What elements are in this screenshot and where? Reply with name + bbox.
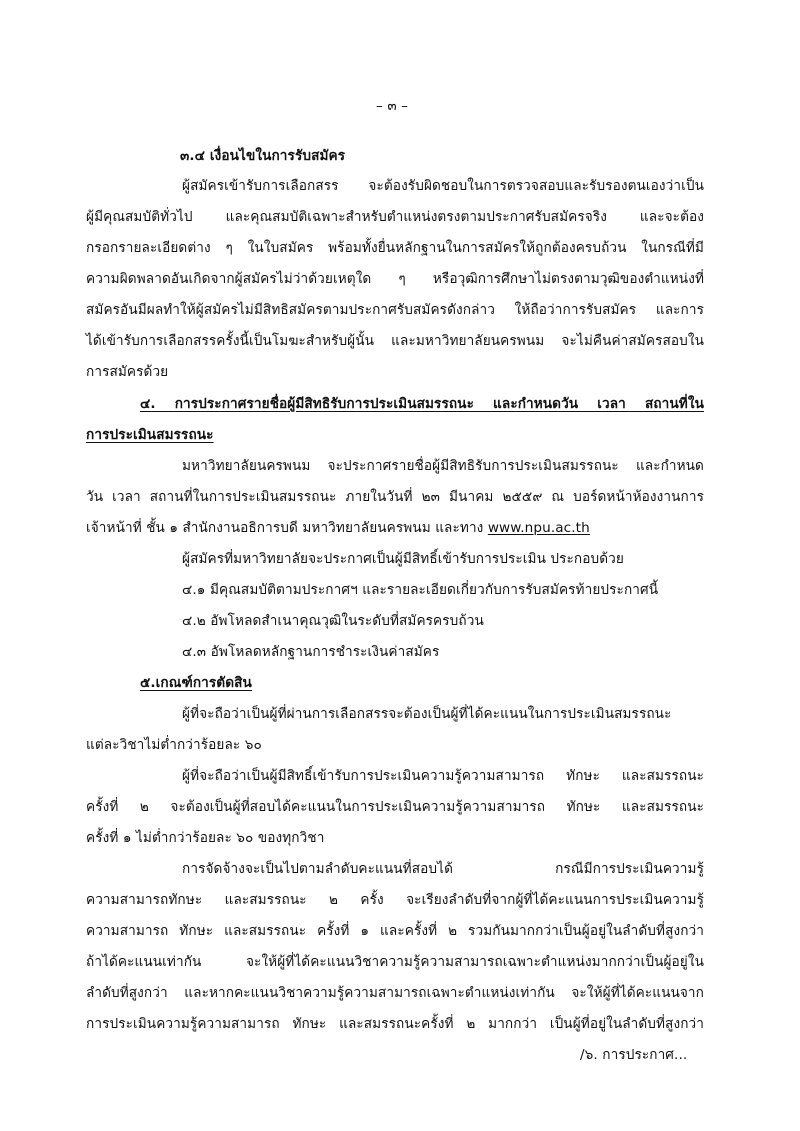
section-5-para: ครั้งที่ ๒ จะต้องเป็นผู้ที่สอบได้คะแนนในการประเมินความรู้ความสามารถ ทักษะ และสมรรถนะ [86, 799, 704, 815]
section-3-4-line: การสมัครด้วย [86, 364, 169, 380]
continuation-note: /๖. การประกาศ... [580, 1047, 688, 1063]
section-3-4-line: สมัครอันมีผลทำให้ผู้สมัครไม่มีสิทธิสมัครตามประกาศรับสมัครดังกล่าว ให้ถือว่าการรับสมัคร และการ [86, 302, 704, 318]
section-4-para2: ผู้สมัครที่มหาวิทยาลัยจะประกาศเป็นผู้มีสิทธิ์เข้ารับการประเมิน ประกอบด้วย [182, 551, 624, 567]
section-5-para: ความสามารถ ทักษะ และสมรรถนะ ครั้งที่ ๑ และครั้งที่ ๒ รวมกันมากกว่าเป็นผู้อยู่ในลำดับที่สูงกว่า [86, 923, 704, 939]
section-3-4-line: ความผิดพลาดอันเกิดจากผู้สมัครไม่ว่าด้วยเหตุใด ๆ หรือวุฒิการศึกษาไม่ตรงตามวุฒิของตำแหน่งที่ [86, 271, 704, 287]
section-4-heading-cont: การประเมินสมรรถนะ [86, 427, 214, 443]
section-4-item: ๔.๑ มีคุณสมบัติตามประกาศฯ และรายละเอียดเกี่ยวกับการรับสมัครท้ายประกาศนี้ [182, 582, 659, 598]
section-5-para: ครั้งที่ ๑ ไม่ต่ำกว่าร้อยละ ๖๐ ของทุกวิชา [86, 830, 325, 846]
section-5-para: ผู้ที่จะถือว่าเป็นผู้ที่ผ่านการเลือกสรรจะต้องเป็นผู้ที่ได้คะแนนในการประเมินสมรรถนะ [182, 706, 672, 722]
section-3-4-line: ผู้สมัครเข้ารับการเลือกสรร จะต้องรับผิดชอบในการตรวจสอบและรับรองตนเองว่าเป็น [182, 178, 704, 194]
section-4-para: มหาวิทยาลัยนครพนม จะประกาศรายชื่อผู้มีสิทธิรับการประเมินสมรรถนะ และกำหนด [182, 458, 704, 474]
page-number: – ๓ – [376, 98, 409, 114]
section-4-para [86, 518, 590, 538]
section-3-4-line: ผู้มีคุณสมบัติทั่วไป และคุณสมบัติเฉพาะสำหรับตำแหน่งตรงตามประกาศรับสมัครจริง และจะต้อง [86, 209, 704, 225]
section-5-para: การประเมินความรู้ความสามารถ ทักษะ และสมรรถนะครั้งที่ ๒ มากกว่า เป็นผู้ที่อยู่ในลำดับที่สูงกว่า [86, 1016, 704, 1032]
section-3-4-heading: ๓.๔ เงื่อนไขในการรับสมัคร [180, 148, 346, 164]
section-5-para: แต่ละวิชาไม่ต่ำกว่าร้อยละ ๖๐ [86, 737, 262, 753]
website-link[interactable]: www.npu.ac.th [487, 520, 590, 536]
section-5-para: ลำดับที่สูงกว่า และหากคะแนนวิชาความรู้ความสามารถเฉพาะตำแหน่งเท่ากัน จะให้ผู้ที่ได้คะแนนจาก [86, 985, 704, 1001]
section-4-item: ๔.๓ อัพโหลดหลักฐานการชำระเงินค่าสมัคร [182, 644, 440, 660]
section-5-para: ความสามารถทักษะ และสมรรถนะ ๒ ครั้ง จะเรียงลำดับที่จากผู้ที่ได้คะแนนการประเมินความรู้ [86, 892, 704, 908]
section-3-4-line: ได้เข้ารับการเลือกสรรครั้งนี้เป็นโมฆะสำหรับผู้นั้น และมหาวิทยาลัยนครพนม จะไม่คืนค่าสมัครสอบใน [86, 333, 704, 349]
section-5-para: การจัดจ้างจะเป็นไปตามลำดับคะแนนที่สอบได้ กรณีมีการประเมินความรู้ [182, 861, 704, 877]
section-4-para: วัน เวลา สถานที่ในการประเมินสมรรถนะ ภายในวันที่ ๒๓ มีนาคม ๒๕๕๙ ณ บอร์ดหน้าห้องงานการ [86, 489, 704, 505]
section-4-item: ๔.๒ อัพโหลดสำเนาคุณวุฒิในระดับที่สมัครครบถ้วน [182, 613, 484, 629]
section-4-heading: ๔. การประกาศรายชื่อผู้มีสิทธิรับการประเมินสมรรถนะ และกำหนดวัน เวลา สถานที่ใน [140, 396, 704, 412]
section-4-para-text: เจ้าหน้าที่ ชั้น ๑ สำนักงานอธิการบดี มหาวิทยาลัยนครพนม และทาง [86, 520, 488, 536]
section-5-para: ถ้าได้คะแนนเท่ากัน จะให้ผู้ที่ได้คะแนนวิชาความรู้ความสามารถเฉพาะตำแหน่งมากกว่าเป็นผู้อยู่ใน [86, 954, 704, 970]
section-3-4-line: กรอกรายละเอียดต่าง ๆ ในใบสมัคร พร้อมทั้งยื่นหลักฐานในการสมัครให้ถูกต้องครบถ้วน ในกรณีที่มี [86, 240, 704, 256]
section-5-para: ผู้ที่จะถือว่าเป็นผู้มีสิทธิ์เข้ารับการประเมินความรู้ความสามารถ ทักษะ และสมรรถนะ [182, 768, 704, 784]
section-5-heading: ๕.เกณฑ์การตัดสิน [140, 675, 252, 691]
